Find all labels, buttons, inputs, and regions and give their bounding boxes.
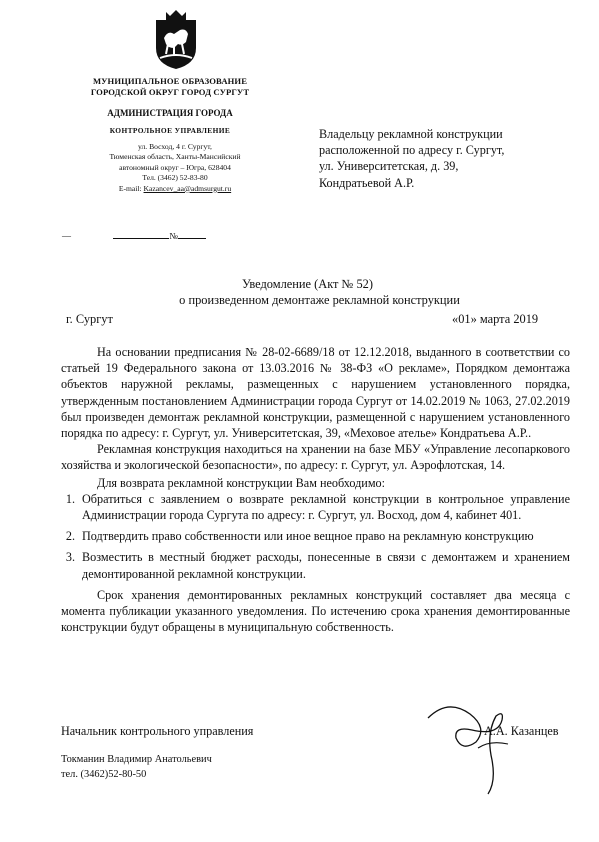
address-line-2: Тюменская область, Ханты-Мансийский — [109, 152, 241, 162]
paragraph-storage: Рекламная конструкция находиться на хранении на базе МБУ «Управление лесопаркового хозяйства и экологической безопасности», по адресу: г. Сургут, ул. Аэрофлотская, 14. — [61, 442, 570, 473]
list-item-number: 1. — [65, 491, 75, 506]
list-item — [61, 528, 570, 544]
signatory-position: Начальник контрольного управления — [61, 724, 254, 738]
registration-line — [62, 229, 206, 241]
document-subtitle: о произведенном демонтаже рекламной конструкции — [179, 293, 460, 307]
executor-block — [61, 753, 212, 782]
coat-of-arms-icon — [152, 8, 200, 70]
list-item-number: 3. — [65, 550, 75, 565]
paragraph-grounds: На основании предписания № 28-02-6689/18 от 12.12.2018, выданного в соответствии со статьей 19 Федерального закона от 13.03.2016 № 38-ФЗ «О рекламе», Порядком демонтажа объектов наружной рекламы, размещенных с нарушением установленного порядка, утвержденным постановлением Администрации города Сургут от 14.02.2019 № 1063, 27.02.2019 был произведен демонтаж рекламной конструкции, размещенной с нарушением установленного порядка по адресу: г. Сургут, ул. Университетская, 39, «Меховое ателье» Кондратьева А.Р.. — [61, 345, 570, 441]
reg-number-sign: № — [169, 231, 178, 241]
list-item-text: Обратиться с заявлением о возврате рекламной конструкции в контрольное управление Администрации города Сургута по адресу: г. Сургут, ул. Восход, дом 4, кабинет 401. — [82, 491, 570, 523]
paragraph-storage-term: Срок хранения демонтированных рекламных конструкций составляет два месяца с момента публикации указанного уведомления. По истечению срока хранения демонтированные конструкции будут обращены в муниципальную собственность. — [61, 587, 570, 635]
list-item-text: Возместить в местный бюджет расходы, понесенные в связи с демонтажем и хранением демонтированной рекламной конструкции. — [82, 550, 570, 581]
recipient-block — [319, 126, 569, 191]
document-heading — [0, 276, 599, 308]
recipient-line-4: Кондратьевой А.Р. — [319, 175, 415, 190]
administration-name: АДМИНИСТРАЦИЯ ГОРОДА — [107, 108, 233, 118]
recipient-line-1: Владельцу рекламной конструкции — [319, 127, 503, 141]
list-item-number: 2. — [65, 529, 75, 544]
executor-name: Токманин Владимир Анатольевич — [61, 754, 212, 765]
address-line-3: автономный округ – Югра, 628404 — [119, 162, 231, 172]
email-address: Kazancev_aa@admsurgut.ru — [143, 183, 232, 193]
list-item — [61, 549, 570, 581]
reg-number-blank — [178, 229, 206, 239]
executor-phone: тел. (3462)52-80-50 — [61, 768, 147, 780]
recipient-line-3: ул. Университетская, д. 39, — [319, 159, 459, 174]
document-date: «01» марта 2019 — [452, 312, 539, 326]
document-city: г. Сургут — [66, 312, 113, 326]
requirements-list — [61, 491, 570, 582]
email-line — [80, 184, 270, 194]
list-item — [61, 491, 570, 523]
phone-line: Тел. (3462) 52-83-80 — [142, 173, 208, 183]
letter-body — [61, 344, 570, 635]
handwritten-signature — [418, 690, 548, 800]
recipient-line-2: расположенной по адресу г. Сургут, — [319, 143, 505, 158]
address-line-1: ул. Восход, 4 г. Сургут, — [138, 142, 212, 151]
paragraph-requirements-intro: Для возврата рекламной конструкции Вам необходимо: — [97, 475, 386, 490]
department-name: КОНТРОЛЬНОЕ УПРАВЛЕНИЕ — [109, 126, 231, 135]
organization-name — [70, 76, 270, 97]
org-line-1: МУНИЦИПАЛЬНОЕ ОБРАЗОВАНИЕ — [92, 76, 248, 86]
reg-dash: — — [62, 231, 71, 241]
org-line-2: ГОРОДСКОЙ ОКРУГ ГОРОД СУРГУТ — [90, 86, 250, 97]
signatory-name: А.А. Казанцев — [484, 724, 559, 738]
list-item-text: Подтвердить право собственности или иное вещное право на рекламную конструкцию — [82, 529, 534, 544]
document-title: Уведомление (Акт № 52) — [241, 277, 373, 291]
reg-date-blank — [113, 229, 169, 239]
letterhead-address — [80, 142, 270, 194]
email-label: E-mail: — [118, 183, 142, 193]
